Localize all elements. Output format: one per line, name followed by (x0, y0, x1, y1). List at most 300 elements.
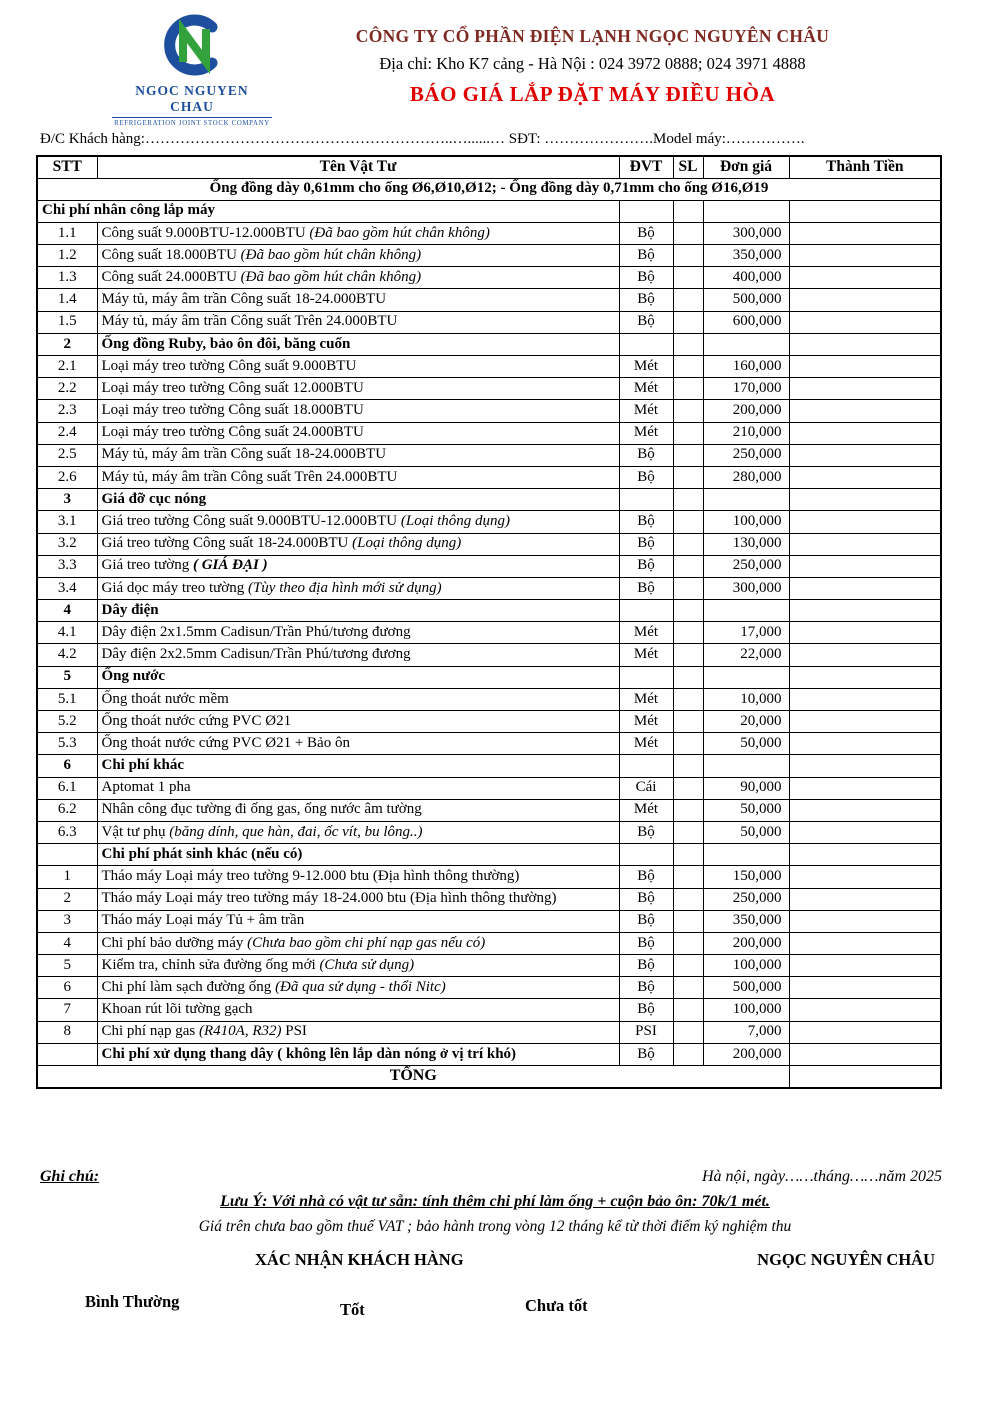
item-name-cell: Loại máy treo tường Công suất 24.000BTU (97, 422, 619, 444)
item-row (37, 622, 941, 644)
price-cell (703, 200, 789, 222)
qty-cell (673, 311, 703, 333)
amount-cell (789, 1021, 941, 1043)
amount-cell (789, 444, 941, 466)
item-row (37, 733, 941, 755)
item-name-segment: (băng dính, que hàn, đai, ốc vít, bu lông..) (169, 823, 423, 840)
unit-cell: Mét (619, 688, 673, 710)
qty-cell (673, 1021, 703, 1043)
rating-not-good-label: Chưa tốt (525, 1296, 588, 1315)
stt-cell: 2.4 (37, 422, 97, 444)
section-row (37, 755, 941, 777)
stt-cell: 5.1 (37, 688, 97, 710)
qty-cell (673, 1043, 703, 1065)
unit-cell: Mét (619, 356, 673, 378)
stt-cell: 5.3 (37, 733, 97, 755)
qty-cell (673, 511, 703, 533)
qty-cell (673, 910, 703, 932)
section-row (37, 666, 941, 688)
qty-cell (673, 844, 703, 866)
stt-cell: 2.6 (37, 466, 97, 488)
amount-cell (789, 600, 941, 622)
unit-cell: Bộ (619, 577, 673, 599)
amount-cell (789, 333, 941, 355)
qty-cell (673, 289, 703, 311)
qty-cell (673, 466, 703, 488)
unit-cell: Bộ (619, 245, 673, 267)
stt-cell: 2.5 (37, 444, 97, 466)
item-name-segment: (R410A, R32) (199, 1023, 282, 1040)
item-name-cell (97, 267, 619, 289)
item-name-segment: (Loại thông dụng) (400, 513, 511, 530)
qty-cell (673, 777, 703, 799)
item-name-cell (97, 511, 619, 533)
amount-cell (789, 955, 941, 977)
rating-normal-label: Bình Thường (85, 1292, 180, 1311)
stt-cell: 5 (37, 955, 97, 977)
stt-cell: 6.1 (37, 777, 97, 799)
unit-cell (619, 844, 673, 866)
item-name-cell: Tháo máy Loại máy treo tường 9-12.000 btu (Địa hình thông thường) (97, 866, 619, 888)
price-cell: 130,000 (703, 533, 789, 555)
stt-cell: 8 (37, 1021, 97, 1043)
stt-cell: 2 (37, 888, 97, 910)
price-cell: 150,000 (703, 866, 789, 888)
item-row (37, 799, 941, 821)
amount-cell (789, 932, 941, 954)
item-name-cell: Máy tủ, máy âm trần Công suất Trên 24.000BTU (97, 311, 619, 333)
item-name-cell: Ống thoát nước cứng PVC Ø21 + Bảo ôn (97, 733, 619, 755)
stt-cell: 3.3 (37, 555, 97, 577)
stt-cell: 4 (37, 600, 97, 622)
section-row (37, 844, 941, 866)
amount-cell (789, 289, 941, 311)
unit-cell: Mét (619, 378, 673, 400)
item-name-cell: Dây điện 2x1.5mm Cadisun/Trần Phú/tương đương (97, 622, 619, 644)
amount-cell (789, 688, 941, 710)
stt-cell: 3 (37, 489, 97, 511)
unit-cell (619, 333, 673, 355)
item-name-cell (97, 533, 619, 555)
item-row (37, 378, 941, 400)
qty-cell (673, 333, 703, 355)
item-name-segment: (Đã bao gồm hút chân không) (240, 246, 422, 263)
customer-confirmation-label: XÁC NHẬN KHÁCH HÀNG (255, 1250, 464, 1269)
item-name-segment: ( GIÁ ĐẠI ) (192, 557, 268, 574)
item-name-cell: Loại máy treo tường Công suất 18.000BTU (97, 400, 619, 422)
qty-cell (673, 799, 703, 821)
footer (40, 1168, 950, 1319)
section-title-cell: Dây điện (97, 600, 619, 622)
unit-cell: Bộ (619, 888, 673, 910)
logo-company-name: NGOC NGUYEN CHAU (112, 83, 272, 118)
stt-cell: 6.3 (37, 821, 97, 843)
stt-cell: 5 (37, 666, 97, 688)
stt-cell: 4.1 (37, 622, 97, 644)
item-row (37, 888, 941, 910)
amount-cell (789, 555, 941, 577)
unit-cell: Bộ (619, 533, 673, 555)
price-cell: 300,000 (703, 222, 789, 244)
amount-cell (789, 711, 941, 733)
stt-cell: 6 (37, 755, 97, 777)
price-cell: 250,000 (703, 888, 789, 910)
note-row (37, 178, 941, 200)
item-row (37, 422, 941, 444)
item-name-segment: (Đã qua sử dụng - thổi Nitc) (275, 978, 446, 995)
qty-cell (673, 977, 703, 999)
amount-cell (789, 910, 941, 932)
price-cell: 17,000 (703, 622, 789, 644)
section-row (37, 489, 941, 511)
item-name-segment: (Chưa sử dụng) (319, 956, 415, 973)
price-cell (703, 600, 789, 622)
item-row (37, 289, 941, 311)
price-cell: 20,000 (703, 711, 789, 733)
amount-cell (789, 622, 941, 644)
item-name-segment: (Đã bao gồm hút chân không) (309, 224, 490, 241)
item-name-cell: Ống thoát nước mềm (97, 688, 619, 710)
qty-cell (673, 666, 703, 688)
unit-cell (619, 200, 673, 222)
amount-cell (789, 378, 941, 400)
qty-cell (673, 821, 703, 843)
item-name-segment: Công suất 9.000BTU-12.000BTU (101, 224, 310, 241)
price-cell (703, 666, 789, 688)
item-name-segment: Công suất 24.000BTU (101, 268, 241, 285)
item-row (37, 977, 941, 999)
item-name-cell (97, 245, 619, 267)
amount-cell (789, 356, 941, 378)
item-row (37, 644, 941, 666)
unit-cell: Bộ (619, 910, 673, 932)
item-row (37, 577, 941, 599)
section-title-cell: Ống đồng Ruby, bảo ôn đôi, băng cuốn (97, 333, 619, 355)
unit-cell (619, 755, 673, 777)
stt-cell (37, 1043, 97, 1065)
item-name-segment: (Đã bao gồm hút chân không) (240, 268, 422, 285)
amount-cell (789, 755, 941, 777)
item-name-segment: (Tùy theo địa hình mới sử dụng) (247, 579, 442, 596)
item-name-cell (97, 977, 619, 999)
qty-cell (673, 356, 703, 378)
price-cell: 250,000 (703, 555, 789, 577)
quotation-table (36, 155, 942, 1089)
stt-cell: 6.2 (37, 799, 97, 821)
price-cell: 90,000 (703, 777, 789, 799)
unit-cell: Mét (619, 400, 673, 422)
qty-cell (673, 600, 703, 622)
qty-cell (673, 932, 703, 954)
rating-good-label: Tốt (340, 1300, 365, 1319)
item-row (37, 533, 941, 555)
amount-cell (789, 821, 941, 843)
stt-cell: 2.1 (37, 356, 97, 378)
amount-cell (789, 222, 941, 244)
unit-cell: Bộ (619, 466, 673, 488)
stt-cell: 3.1 (37, 511, 97, 533)
unit-cell: Bộ (619, 222, 673, 244)
amount-cell (789, 400, 941, 422)
item-name-cell (97, 222, 619, 244)
unit-cell: Bộ (619, 932, 673, 954)
price-cell: 50,000 (703, 733, 789, 755)
section-title-cell: Chi phí nhân công lắp máy (37, 200, 619, 222)
stt-cell: 2 (37, 333, 97, 355)
vat-warranty-note: Giá trên chưa bao gồm thuế VAT ; bảo hành trong vòng 12 tháng kể từ thời điểm ký nghiệm thu (198, 1218, 792, 1235)
amount-cell (789, 844, 941, 866)
amount-cell (789, 245, 941, 267)
amount-cell (789, 888, 941, 910)
unit-cell: Mét (619, 422, 673, 444)
item-row (37, 311, 941, 333)
qty-cell (673, 577, 703, 599)
price-cell (703, 844, 789, 866)
item-name-segment: Vật tư phụ (101, 823, 170, 840)
section-title-cell: Giá đỡ cục nóng (97, 489, 619, 511)
price-cell (703, 333, 789, 355)
item-name-cell (97, 1021, 619, 1043)
price-cell: 200,000 (703, 400, 789, 422)
item-row (37, 511, 941, 533)
item-row (37, 821, 941, 843)
price-cell: 210,000 (703, 422, 789, 444)
price-cell: 300,000 (703, 577, 789, 599)
amount-cell (789, 422, 941, 444)
qty-cell (673, 533, 703, 555)
unit-cell: Bộ (619, 444, 673, 466)
qty-cell (673, 378, 703, 400)
unit-cell: Bộ (619, 555, 673, 577)
price-cell: 50,000 (703, 799, 789, 821)
unit-cell: Bộ (619, 866, 673, 888)
item-name-cell: Aptomat 1 pha (97, 777, 619, 799)
unit-cell: Mét (619, 733, 673, 755)
stt-cell: 4 (37, 932, 97, 954)
item-name-cell: Tháo máy Loại máy treo tường máy 18-24.000 btu (Địa hình thông thường) (97, 888, 619, 910)
col-header-amount: Thành Tiền (789, 156, 941, 178)
price-cell: 10,000 (703, 688, 789, 710)
price-cell: 200,000 (703, 1043, 789, 1065)
item-row (37, 267, 941, 289)
item-row (37, 444, 941, 466)
unit-cell: Bộ (619, 511, 673, 533)
unit-cell: Bộ (619, 977, 673, 999)
amount-cell (789, 777, 941, 799)
unit-cell (619, 666, 673, 688)
item-row (37, 711, 941, 733)
qty-cell (673, 555, 703, 577)
price-cell: 100,000 (703, 511, 789, 533)
attention-note: Lưu Ý: Với nhà có vật tư sẵn: tính thêm chi phí làm ống + cuộn bảo ôn: 70k/1 mét. (220, 1193, 770, 1210)
amount-cell (789, 666, 941, 688)
qty-cell (673, 733, 703, 755)
price-cell: 350,000 (703, 910, 789, 932)
col-header-stt: STT (37, 156, 97, 178)
qty-cell (673, 222, 703, 244)
unit-cell (619, 600, 673, 622)
price-cell: 22,000 (703, 644, 789, 666)
stt-cell: 3 (37, 910, 97, 932)
item-name-cell (97, 932, 619, 954)
stt-cell: 4.2 (37, 644, 97, 666)
stt-cell: 6 (37, 977, 97, 999)
item-name-segment: (Loại thông dụng) (352, 535, 462, 552)
qty-cell (673, 999, 703, 1021)
item-row (37, 222, 941, 244)
item-name-segment: Chi phí bảo dưỡng máy (101, 934, 248, 951)
price-cell: 250,000 (703, 444, 789, 466)
unit-cell: Mét (619, 799, 673, 821)
item-row (37, 1043, 941, 1065)
qty-cell (673, 200, 703, 222)
unit-cell: Bộ (619, 821, 673, 843)
item-name-cell: Máy tủ, máy âm trần Công suất 18-24.000BTU (97, 444, 619, 466)
amount-cell (789, 999, 941, 1021)
price-cell: 280,000 (703, 466, 789, 488)
qty-cell (673, 245, 703, 267)
item-row (37, 777, 941, 799)
date-line: Hà nội, ngày……tháng……năm 2025 (701, 1168, 942, 1185)
item-name-segment: Giá treo tường (101, 557, 193, 574)
total-label-cell: TỔNG (37, 1066, 789, 1088)
item-name-cell: Loại máy treo tường Công suất 9.000BTU (97, 356, 619, 378)
unit-cell: Mét (619, 711, 673, 733)
stt-cell: 2.2 (37, 378, 97, 400)
item-name-segment: Giá treo tường Công suất 18-24.000BTU (101, 535, 353, 552)
item-name-cell (97, 955, 619, 977)
amount-cell (789, 311, 941, 333)
price-cell: 50,000 (703, 821, 789, 843)
item-row (37, 466, 941, 488)
price-cell: 160,000 (703, 356, 789, 378)
qty-cell (673, 688, 703, 710)
price-cell (703, 755, 789, 777)
unit-cell: Bộ (619, 999, 673, 1021)
item-name-segment: Kiểm tra, chỉnh sửa đường ống mới (101, 956, 320, 973)
item-name-cell (97, 821, 619, 843)
item-name-segment: Chi phí nạp gas (101, 1023, 199, 1040)
item-name-segment: Giá dọc máy treo tường (101, 579, 248, 596)
qty-cell (673, 444, 703, 466)
qty-cell (673, 622, 703, 644)
stt-cell: 5.2 (37, 711, 97, 733)
section-row (37, 600, 941, 622)
stt-cell: 3.4 (37, 577, 97, 599)
stt-cell: 2.3 (37, 400, 97, 422)
amount-cell (789, 533, 941, 555)
item-row (37, 356, 941, 378)
item-row (37, 400, 941, 422)
company-name: CÔNG TY CỔ PHẦN ĐIỆN LẠNH NGỌC NGUYÊN CHÂU (355, 26, 830, 46)
section-row (37, 333, 941, 355)
qty-cell (673, 400, 703, 422)
section-title-cell: Ống nước (97, 666, 619, 688)
amount-cell (789, 1043, 941, 1065)
item-name-segment: PSI (281, 1023, 307, 1040)
table-header-row (37, 156, 941, 178)
stt-cell: 1.4 (37, 289, 97, 311)
item-row (37, 866, 941, 888)
qty-cell (673, 711, 703, 733)
item-name-cell (97, 555, 619, 577)
item-name-cell: Nhân công đục tường đi ống gas, ống nước âm tường (97, 799, 619, 821)
section-title-cell: Chi phí phát sinh khác (nếu có) (97, 844, 619, 866)
amount-cell (789, 200, 941, 222)
notes-label: Ghi chú: (40, 1168, 100, 1185)
amount-cell (789, 267, 941, 289)
amount-cell (789, 466, 941, 488)
unit-cell: Bộ (619, 289, 673, 311)
item-name-cell: Dây điện 2x2.5mm Cadisun/Trần Phú/tương đương (97, 644, 619, 666)
col-header-unit: ĐVT (619, 156, 673, 178)
price-cell: 350,000 (703, 245, 789, 267)
price-cell: 200,000 (703, 932, 789, 954)
stt-cell: 1.3 (37, 267, 97, 289)
amount-cell (789, 866, 941, 888)
item-row (37, 555, 941, 577)
stt-cell: 1 (37, 866, 97, 888)
qty-cell (673, 955, 703, 977)
section-row (37, 200, 941, 222)
item-name-cell: Máy tủ, máy âm trần Công suất 18-24.000BTU (97, 289, 619, 311)
price-cell: 170,000 (703, 378, 789, 400)
price-cell: 7,000 (703, 1021, 789, 1043)
company-signature-label: NGỌC NGUYÊN CHÂU (757, 1250, 935, 1269)
amount-cell (789, 799, 941, 821)
total-amount-cell (789, 1066, 941, 1088)
amount-cell (789, 977, 941, 999)
company-address: Địa chỉ: Kho K7 cảng - Hà Nội : 024 3972 0888; 024 3971 4888 (379, 54, 806, 73)
unit-cell: Bộ (619, 267, 673, 289)
item-row (37, 1021, 941, 1043)
item-row (37, 910, 941, 932)
qty-cell (673, 644, 703, 666)
customer-info-line: Đ/C Khách hàng:……………………………………………………..…......… SĐT: ………………….Model máy:……………. (40, 131, 805, 147)
col-header-qty: SL (673, 156, 703, 178)
item-name-cell: Khoan rút lõi tường gạch (97, 999, 619, 1021)
stt-cell: 1.1 (37, 222, 97, 244)
qty-cell (673, 888, 703, 910)
unit-cell: Mét (619, 622, 673, 644)
col-header-price: Đơn giá (703, 156, 789, 178)
stt-cell (37, 844, 97, 866)
stt-cell: 7 (37, 999, 97, 1021)
item-row (37, 245, 941, 267)
unit-cell: Bộ (619, 311, 673, 333)
item-row (37, 932, 941, 954)
amount-cell (789, 577, 941, 599)
item-name-cell: Tháo máy Loại máy Tủ + âm trần (97, 910, 619, 932)
price-cell: 400,000 (703, 267, 789, 289)
amount-cell (789, 489, 941, 511)
item-name-segment: (Chưa bao gồm chi phí nạp gas nếu có) (247, 934, 486, 951)
item-row (37, 955, 941, 977)
qty-cell (673, 866, 703, 888)
unit-cell: Bộ (619, 1043, 673, 1065)
price-cell: 500,000 (703, 289, 789, 311)
total-row (37, 1066, 941, 1088)
item-name-cell: Chi phí xử dụng thang dây ( không lên lắp dàn nóng ở vị trí khó) (97, 1043, 619, 1065)
price-cell (703, 489, 789, 511)
unit-cell (619, 489, 673, 511)
qty-cell (673, 489, 703, 511)
pipe-note-cell: Ống đồng dày 0,61mm cho ống Ø6,Ø10,Ø12; - Ống đồng dày 0,71mm cho ống Ø16,Ø19 (37, 178, 941, 200)
amount-cell (789, 644, 941, 666)
item-name-segment: Chi phí làm sạch đường ống (101, 978, 276, 995)
letterhead (248, 26, 937, 107)
item-name-cell: Ống thoát nước cứng PVC Ø21 (97, 711, 619, 733)
